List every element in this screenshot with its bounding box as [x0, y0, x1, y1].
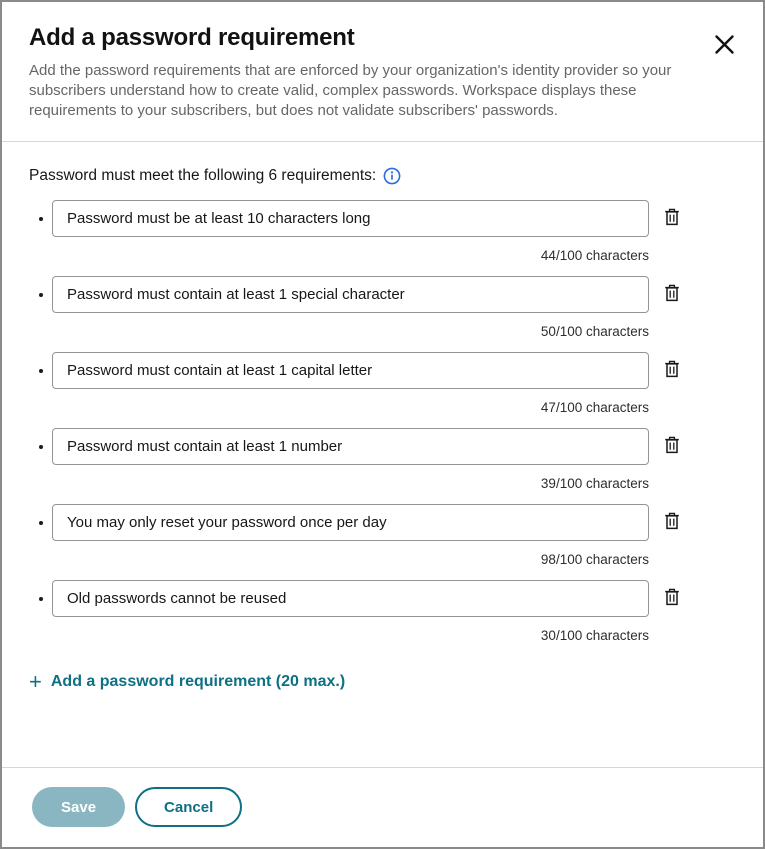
- requirement-row: [29, 276, 736, 313]
- char-count-5: 98/100 characters: [540, 552, 649, 567]
- delete-requirement-button-3[interactable]: [661, 360, 683, 382]
- dialog-description: Add the password requirements that are enforced by your organization's identity provider so your subscribers understand how to create valid, complex passwords. Workspace displays these requirements to your subscribers, but does not validate subscribers' passwords.: [29, 62, 672, 119]
- dialog-title: Add a password requirement: [29, 24, 355, 51]
- char-count-3: 47/100 characters: [540, 400, 649, 415]
- plus-icon: +: [29, 669, 42, 694]
- bullet-icon: [29, 597, 52, 601]
- requirement-row: [29, 352, 736, 389]
- requirements-intro-text: Password must meet the following 6 requirements:: [29, 167, 377, 184]
- save-button[interactable]: Save: [32, 787, 125, 827]
- delete-requirement-button-4[interactable]: [661, 436, 683, 458]
- requirement-input-3[interactable]: [52, 352, 649, 389]
- char-count-2: 50/100 characters: [540, 324, 649, 339]
- requirement-row: [29, 428, 736, 465]
- add-requirement-link[interactable]: [29, 669, 346, 694]
- char-count-1: 44/100 characters: [540, 248, 649, 263]
- requirement-row: [29, 200, 736, 237]
- trash-icon: [664, 208, 680, 229]
- close-button[interactable]: [710, 30, 738, 58]
- requirements-intro-row: [29, 167, 736, 185]
- trash-icon: [664, 360, 680, 381]
- requirement-input-2[interactable]: [52, 276, 649, 313]
- requirement-input-4[interactable]: [52, 428, 649, 465]
- close-icon: [713, 33, 736, 56]
- requirement-row: [29, 504, 736, 541]
- bullet-icon: [29, 293, 52, 297]
- trash-icon: [664, 588, 680, 609]
- bullet-icon: [29, 521, 52, 525]
- delete-requirement-button-5[interactable]: [661, 512, 683, 534]
- trash-icon: [664, 436, 680, 457]
- delete-requirement-button-1[interactable]: [661, 208, 683, 230]
- trash-icon: [664, 284, 680, 305]
- delete-requirement-button-6[interactable]: [661, 588, 683, 610]
- requirement-input-5[interactable]: [52, 504, 649, 541]
- cancel-button[interactable]: Cancel: [135, 787, 242, 827]
- char-count-6: 30/100 characters: [540, 628, 649, 643]
- requirement-input-1[interactable]: [52, 200, 649, 237]
- bullet-icon: [29, 217, 52, 221]
- delete-requirement-button-2[interactable]: [661, 284, 683, 306]
- info-icon[interactable]: [383, 167, 401, 185]
- dialog-footer: [2, 767, 763, 847]
- requirement-input-6[interactable]: [52, 580, 649, 617]
- add-requirement-label: Add a password requirement (20 max.): [50, 673, 346, 690]
- requirement-row: [29, 580, 736, 617]
- bullet-icon: [29, 369, 52, 373]
- trash-icon: [664, 512, 680, 533]
- bullet-icon: [29, 445, 52, 449]
- dialog-body: [2, 142, 763, 767]
- char-count-4: 39/100 characters: [540, 476, 649, 491]
- dialog-header: [2, 2, 763, 142]
